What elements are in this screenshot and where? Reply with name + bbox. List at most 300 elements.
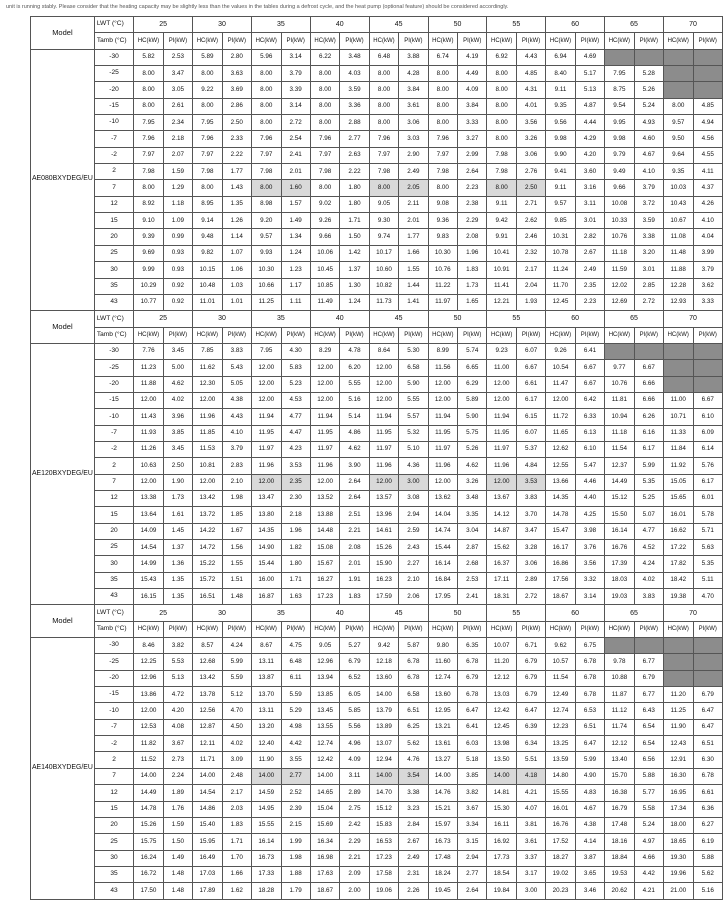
- pi-unit-header: PI(kW): [634, 33, 663, 49]
- hc-value-cell: 11.96: [369, 458, 399, 474]
- pi-value-cell: 4.69: [575, 49, 604, 65]
- hc-value-cell: 12.00: [310, 376, 340, 392]
- hc-value-cell: 9.66: [310, 229, 340, 245]
- pi-value-cell: 3.59: [340, 82, 369, 98]
- pi-unit-header: PI(kW): [163, 33, 192, 49]
- lwt-value-header: 30: [193, 17, 252, 33]
- hc-value-cell: 11.97: [487, 441, 517, 457]
- table-row: [31, 572, 723, 588]
- hc-value-cell: 16.24: [134, 850, 164, 866]
- hc-value-cell: 6.74: [428, 49, 458, 65]
- pi-value-cell: 1.30: [340, 278, 369, 294]
- hc-value-cell: 13.20: [251, 719, 281, 735]
- hc-value-cell: 14.04: [428, 507, 458, 523]
- pi-value-cell: 3.61: [516, 834, 545, 850]
- pi-value-cell: 3.26: [516, 131, 545, 147]
- pi-value-cell: 5.05: [222, 376, 251, 392]
- pi-value-cell: 2.62: [516, 213, 545, 229]
- hc-value-cell: 14.95: [251, 801, 281, 817]
- pi-unit-header: PI(kW): [340, 621, 369, 637]
- tamb-value: -7: [94, 719, 133, 735]
- pi-value-cell: 5.63: [693, 540, 722, 556]
- hc-value-cell: 9.08: [428, 196, 458, 212]
- pi-value-cell: 2.23: [575, 294, 604, 310]
- pi-value-cell: 3.35: [458, 507, 487, 523]
- pi-value-cell: 6.78: [575, 654, 604, 670]
- pi-value-cell: 4.02: [163, 392, 192, 408]
- hc-value-cell: 7.98: [428, 164, 458, 180]
- pi-value-cell: 6.17: [516, 392, 545, 408]
- hc-unit-header: HC(kW): [193, 621, 223, 637]
- hc-value-cell: 12.53: [134, 719, 164, 735]
- pi-value-cell: 1.23: [281, 262, 310, 278]
- pi-unit-header: PI(kW): [399, 327, 428, 343]
- pi-value-cell: 1.96: [458, 245, 487, 261]
- hc-value-cell: 12.87: [193, 719, 223, 735]
- pi-value-cell: 4.75: [281, 638, 310, 654]
- hc-value-cell: 13.66: [546, 474, 576, 490]
- pi-value-cell: 6.17: [634, 441, 663, 457]
- hc-value-cell: 7.96: [193, 131, 223, 147]
- pi-unit-header: PI(kW): [634, 327, 663, 343]
- pi-value-cell: 1.48: [222, 589, 251, 605]
- hc-value-cell: 15.26: [134, 817, 164, 833]
- pi-value-cell: 3.79: [281, 66, 310, 82]
- pi-value-cell: 4.28: [399, 66, 428, 82]
- hc-value-cell: 11.81: [605, 392, 635, 408]
- hc-value-cell: 11.20: [663, 687, 693, 703]
- pi-value-cell: 4.10: [693, 213, 722, 229]
- pi-value-cell: 6.07: [516, 425, 545, 441]
- pi-value-cell: 4.97: [634, 834, 663, 850]
- hc-value-cell: 17.82: [663, 556, 693, 572]
- pi-value-cell: 3.65: [575, 866, 604, 882]
- hc-value-cell: 10.77: [134, 294, 164, 310]
- hc-value-cell: 14.35: [251, 523, 281, 539]
- pi-value-cell: 6.47: [516, 703, 545, 719]
- pi-unit-header: PI(kW): [516, 327, 545, 343]
- hc-value-cell: 19.06: [369, 883, 399, 899]
- pi-value-cell: 5.90: [399, 376, 428, 392]
- hc-value-cell: 10.67: [663, 213, 693, 229]
- tamb-value: -20: [94, 376, 133, 392]
- pi-value-cell: 4.01: [516, 98, 545, 114]
- pi-value-cell: 3.36: [340, 98, 369, 114]
- table-row: [31, 523, 723, 539]
- pi-value-cell: 5.16: [340, 392, 369, 408]
- pi-value-cell: 1.76: [163, 801, 192, 817]
- pi-value-cell: 4.70: [222, 703, 251, 719]
- pi-value-cell: 2.76: [516, 164, 545, 180]
- hc-value-cell: 16.95: [663, 785, 693, 801]
- pi-value-cell: 1.96: [281, 523, 310, 539]
- pi-value-cell: 3.85: [163, 425, 192, 441]
- hc-value-cell: 12.37: [605, 458, 635, 474]
- hc-value-cell: 15.69: [310, 817, 340, 833]
- pi-value-cell: 3.45: [163, 441, 192, 457]
- pi-value-cell: 5.35: [634, 474, 663, 490]
- lwt-value-header: 25: [134, 311, 193, 327]
- pi-value-cell: 4.04: [693, 229, 722, 245]
- tamb-value: -30: [94, 49, 133, 65]
- pi-value-cell: 5.11: [693, 572, 722, 588]
- pi-value-cell: 5.62: [399, 736, 428, 752]
- unavailable-cell: [693, 360, 722, 376]
- hc-value-cell: 9.36: [428, 213, 458, 229]
- hc-value-cell: 7.96: [134, 131, 164, 147]
- heating-performance-table: [30, 16, 723, 900]
- hc-value-cell: 7.97: [369, 147, 399, 163]
- pi-unit-header: PI(kW): [693, 33, 722, 49]
- hc-value-cell: 15.50: [605, 507, 635, 523]
- lwt-value-header: 50: [428, 17, 487, 33]
- pi-value-cell: 6.79: [516, 687, 545, 703]
- hc-value-cell: 16.15: [134, 589, 164, 605]
- pi-value-cell: 3.88: [399, 49, 428, 65]
- pi-value-cell: 4.09: [458, 82, 487, 98]
- pi-value-cell: 1.49: [281, 213, 310, 229]
- hc-value-cell: 16.86: [546, 556, 576, 572]
- hc-value-cell: 11.96: [428, 458, 458, 474]
- tamb-value: 30: [94, 556, 133, 572]
- pi-value-cell: 1.83: [458, 262, 487, 278]
- hc-value-cell: 13.80: [251, 507, 281, 523]
- hc-value-cell: 12.00: [369, 360, 399, 376]
- hc-value-cell: 11.71: [193, 752, 223, 768]
- pi-value-cell: 1.48: [163, 866, 192, 882]
- pi-value-cell: 5.24: [634, 98, 663, 114]
- pi-value-cell: 6.10: [693, 409, 722, 425]
- pi-value-cell: 1.11: [281, 294, 310, 310]
- table-row: [31, 785, 723, 801]
- pi-value-cell: 3.61: [399, 98, 428, 114]
- pi-unit-header: PI(kW): [516, 33, 545, 49]
- table-row: [31, 866, 723, 882]
- pi-value-cell: 1.17: [281, 278, 310, 294]
- pi-unit-header: PI(kW): [575, 33, 604, 49]
- hc-value-cell: 12.45: [487, 719, 517, 735]
- tamb-value: 2: [94, 752, 133, 768]
- pi-value-cell: 6.01: [693, 490, 722, 506]
- tamb-value: 35: [94, 866, 133, 882]
- performance-table-wrapper: [30, 16, 723, 900]
- hc-value-cell: 20.23: [546, 883, 576, 899]
- hc-value-cell: 17.95: [428, 589, 458, 605]
- hc-value-cell: 13.21: [428, 719, 458, 735]
- tamb-value: -10: [94, 409, 133, 425]
- hc-value-cell: 9.95: [605, 115, 635, 131]
- hc-value-cell: 12.00: [369, 474, 399, 490]
- pi-value-cell: 4.30: [281, 343, 310, 359]
- tamb-value: 7: [94, 768, 133, 784]
- pi-value-cell: 5.87: [399, 638, 428, 654]
- hc-value-cell: 12.62: [546, 441, 576, 457]
- pi-value-cell: 3.06: [516, 556, 545, 572]
- pi-value-cell: 5.37: [516, 441, 545, 457]
- hc-value-cell: 12.00: [487, 392, 517, 408]
- hc-value-cell: 16.37: [487, 556, 517, 572]
- hc-value-cell: 18.31: [487, 589, 517, 605]
- hc-unit-header: HC(kW): [134, 33, 164, 49]
- pi-value-cell: 1.73: [458, 278, 487, 294]
- hc-unit-header: HC(kW): [546, 327, 576, 343]
- tamb-value: 15: [94, 507, 133, 523]
- hc-value-cell: 11.96: [487, 458, 517, 474]
- hc-value-cell: 10.66: [251, 278, 281, 294]
- pi-unit-header: PI(kW): [458, 327, 487, 343]
- pi-value-cell: 5.99: [575, 752, 604, 768]
- tamb-value: -30: [94, 638, 133, 654]
- hc-value-cell: 9.93: [251, 245, 281, 261]
- hc-value-cell: 10.08: [605, 196, 635, 212]
- hc-value-cell: 9.05: [310, 638, 340, 654]
- hc-value-cell: 12.69: [605, 294, 635, 310]
- pi-value-cell: 3.01: [575, 213, 604, 229]
- hc-value-cell: 14.74: [428, 523, 458, 539]
- hc-value-cell: 11.94: [310, 409, 340, 425]
- pi-value-cell: 3.20: [634, 245, 663, 261]
- pi-value-cell: 6.52: [340, 670, 369, 686]
- pi-value-cell: 6.07: [516, 343, 545, 359]
- hc-value-cell: 19.03: [605, 589, 635, 605]
- pi-value-cell: 4.96: [340, 736, 369, 752]
- pi-value-cell: 4.20: [575, 147, 604, 163]
- pi-value-cell: 1.50: [163, 834, 192, 850]
- hc-value-cell: 9.79: [605, 147, 635, 163]
- hc-value-cell: 11.95: [428, 425, 458, 441]
- pi-value-cell: 3.11: [340, 768, 369, 784]
- hc-value-cell: 11.52: [134, 752, 164, 768]
- hc-value-cell: 13.60: [369, 670, 399, 686]
- hc-value-cell: 13.42: [193, 490, 223, 506]
- tamb-value: -7: [94, 425, 133, 441]
- hc-value-cell: 13.87: [251, 670, 281, 686]
- hc-value-cell: 13.42: [193, 670, 223, 686]
- tamb-value: 25: [94, 245, 133, 261]
- hc-value-cell: 11.00: [487, 360, 517, 376]
- pi-value-cell: 3.23: [399, 801, 428, 817]
- pi-value-cell: 3.85: [458, 768, 487, 784]
- table-row: [31, 213, 723, 229]
- pi-value-cell: 1.77: [399, 229, 428, 245]
- pi-value-cell: 4.31: [516, 82, 545, 98]
- tamb-value: 25: [94, 834, 133, 850]
- pi-value-cell: 1.09: [163, 213, 192, 229]
- hc-value-cell: 10.78: [546, 245, 576, 261]
- pi-value-cell: 3.90: [340, 458, 369, 474]
- pi-value-cell: 6.43: [634, 703, 663, 719]
- pi-value-cell: 3.46: [575, 883, 604, 899]
- pi-value-cell: 4.37: [693, 180, 722, 196]
- hc-value-cell: 7.97: [134, 147, 164, 163]
- lwt-value-header: 60: [546, 17, 605, 33]
- pi-value-cell: 2.49: [399, 850, 428, 866]
- hc-value-cell: 13.72: [193, 507, 223, 523]
- pi-value-cell: 2.01: [340, 556, 369, 572]
- hc-value-cell: 13.70: [251, 687, 281, 703]
- pi-value-cell: 5.85: [340, 703, 369, 719]
- hc-value-cell: 7.98: [487, 164, 517, 180]
- pi-value-cell: 1.41: [399, 294, 428, 310]
- hc-value-cell: 7.96: [369, 131, 399, 147]
- pi-value-cell: 5.07: [634, 507, 663, 523]
- table-row: [31, 115, 723, 131]
- table-row: [31, 670, 723, 686]
- pi-value-cell: 2.27: [399, 556, 428, 572]
- hc-value-cell: 8.00: [251, 115, 281, 131]
- table-row: [31, 278, 723, 294]
- pi-value-cell: 2.29: [340, 834, 369, 850]
- pi-value-cell: 4.19: [458, 49, 487, 65]
- hc-value-cell: 15.65: [663, 490, 693, 506]
- hc-value-cell: 16.51: [193, 589, 223, 605]
- hc-value-cell: 8.00: [134, 98, 164, 114]
- pi-value-cell: 3.82: [458, 785, 487, 801]
- hc-value-cell: 13.94: [310, 670, 340, 686]
- hc-value-cell: 15.90: [369, 556, 399, 572]
- unavailable-cell: [663, 66, 693, 82]
- hc-value-cell: 15.72: [193, 572, 223, 588]
- tamb-value: 15: [94, 801, 133, 817]
- pi-value-cell: 1.36: [163, 556, 192, 572]
- hc-value-cell: 9.11: [546, 82, 576, 98]
- hc-value-cell: 17.89: [193, 883, 223, 899]
- hc-value-cell: 15.55: [251, 817, 281, 833]
- lwt-value-header: 50: [428, 311, 487, 327]
- hc-value-cell: 14.00: [487, 768, 517, 784]
- pi-value-cell: 6.67: [575, 360, 604, 376]
- hc-value-cell: 11.00: [663, 392, 693, 408]
- pi-value-cell: 4.11: [693, 164, 722, 180]
- unavailable-cell: [634, 343, 663, 359]
- model-header: Model: [31, 17, 95, 50]
- hc-unit-header: HC(kW): [428, 621, 458, 637]
- hc-value-cell: 17.59: [369, 589, 399, 605]
- table-row: [31, 801, 723, 817]
- hc-value-cell: 18.67: [546, 589, 576, 605]
- hc-value-cell: 17.11: [487, 572, 517, 588]
- hc-value-cell: 8.00: [193, 98, 223, 114]
- tamb-value: -2: [94, 147, 133, 163]
- hc-value-cell: 12.12: [487, 670, 517, 686]
- hc-value-cell: 11.53: [193, 441, 223, 457]
- hc-value-cell: 5.82: [134, 49, 164, 65]
- hc-value-cell: 8.00: [251, 82, 281, 98]
- hc-value-cell: 13.25: [546, 736, 576, 752]
- hc-value-cell: 16.76: [546, 817, 576, 833]
- hc-value-cell: 15.26: [369, 540, 399, 556]
- unavailable-cell: [634, 49, 663, 65]
- tamb-value: 30: [94, 262, 133, 278]
- pi-value-cell: 1.71: [340, 213, 369, 229]
- hc-value-cell: 16.62: [663, 523, 693, 539]
- pi-value-cell: 4.98: [281, 719, 310, 735]
- hc-value-cell: 12.00: [134, 703, 164, 719]
- hc-value-cell: 11.96: [310, 458, 340, 474]
- pi-value-cell: 6.54: [634, 736, 663, 752]
- hc-value-cell: 11.60: [428, 654, 458, 670]
- hc-value-cell: 14.65: [310, 785, 340, 801]
- hc-value-cell: 12.18: [369, 654, 399, 670]
- pi-value-cell: 5.56: [340, 719, 369, 735]
- pi-value-cell: 6.48: [281, 654, 310, 670]
- pi-value-cell: 2.72: [634, 294, 663, 310]
- pi-value-cell: 2.67: [575, 245, 604, 261]
- hc-value-cell: 16.73: [428, 834, 458, 850]
- hc-unit-header: HC(kW): [663, 327, 693, 343]
- hc-value-cell: 9.39: [134, 229, 164, 245]
- pi-value-cell: 1.90: [163, 474, 192, 490]
- hc-value-cell: 7.96: [428, 131, 458, 147]
- hc-value-cell: 19.84: [487, 883, 517, 899]
- pi-value-cell: 5.75: [458, 425, 487, 441]
- pi-value-cell: 5.88: [693, 850, 722, 866]
- pi-value-cell: 3.79: [693, 262, 722, 278]
- hc-value-cell: 16.84: [428, 572, 458, 588]
- pi-value-cell: 2.82: [575, 229, 604, 245]
- hc-value-cell: 7.96: [310, 131, 340, 147]
- hc-value-cell: 12.00: [487, 376, 517, 392]
- lwt-value-header: 60: [546, 605, 605, 621]
- hc-value-cell: 10.85: [310, 278, 340, 294]
- pi-value-cell: 4.38: [222, 392, 251, 408]
- pi-value-cell: 3.39: [281, 82, 310, 98]
- pi-value-cell: 2.99: [458, 147, 487, 163]
- pi-value-cell: 4.67: [575, 801, 604, 817]
- table-row: [31, 131, 723, 147]
- hc-value-cell: 9.41: [546, 164, 576, 180]
- hc-value-cell: 15.62: [487, 540, 517, 556]
- hc-value-cell: 12.40: [251, 736, 281, 752]
- pi-value-cell: 2.50: [163, 458, 192, 474]
- hc-value-cell: 18.16: [605, 834, 635, 850]
- hc-value-cell: 11.18: [605, 425, 635, 441]
- pi-value-cell: 2.10: [222, 474, 251, 490]
- pi-value-cell: 2.64: [458, 883, 487, 899]
- pi-value-cell: 6.65: [458, 360, 487, 376]
- hc-value-cell: 13.52: [310, 490, 340, 506]
- hc-value-cell: 11.43: [134, 409, 164, 425]
- pi-unit-header: PI(kW): [458, 33, 487, 49]
- hc-value-cell: 11.18: [605, 245, 635, 261]
- table-row: [31, 719, 723, 735]
- hc-value-cell: 10.15: [193, 262, 223, 278]
- hc-value-cell: 12.55: [546, 458, 576, 474]
- pi-value-cell: 5.24: [634, 817, 663, 833]
- pi-value-cell: 2.86: [222, 98, 251, 114]
- pi-value-cell: 3.63: [222, 66, 251, 82]
- hc-value-cell: 9.62: [546, 638, 576, 654]
- pi-value-cell: 2.41: [281, 147, 310, 163]
- pi-value-cell: 5.17: [575, 66, 604, 82]
- hc-value-cell: 12.00: [310, 360, 340, 376]
- hc-value-cell: 9.90: [546, 147, 576, 163]
- hc-value-cell: 14.49: [134, 785, 164, 801]
- hc-value-cell: 8.00: [310, 82, 340, 98]
- pi-value-cell: 6.67: [693, 392, 722, 408]
- table-row: [31, 376, 723, 392]
- pi-value-cell: 2.46: [516, 229, 545, 245]
- hc-value-cell: 15.67: [310, 556, 340, 572]
- hc-value-cell: 11.90: [251, 752, 281, 768]
- table-row: [31, 82, 723, 98]
- pi-value-cell: 1.57: [281, 196, 310, 212]
- pi-unit-header: PI(kW): [634, 621, 663, 637]
- hc-value-cell: 16.72: [134, 866, 164, 882]
- hc-unit-header: HC(kW): [605, 327, 635, 343]
- hc-value-cell: 17.22: [663, 540, 693, 556]
- hc-value-cell: 14.00: [428, 768, 458, 784]
